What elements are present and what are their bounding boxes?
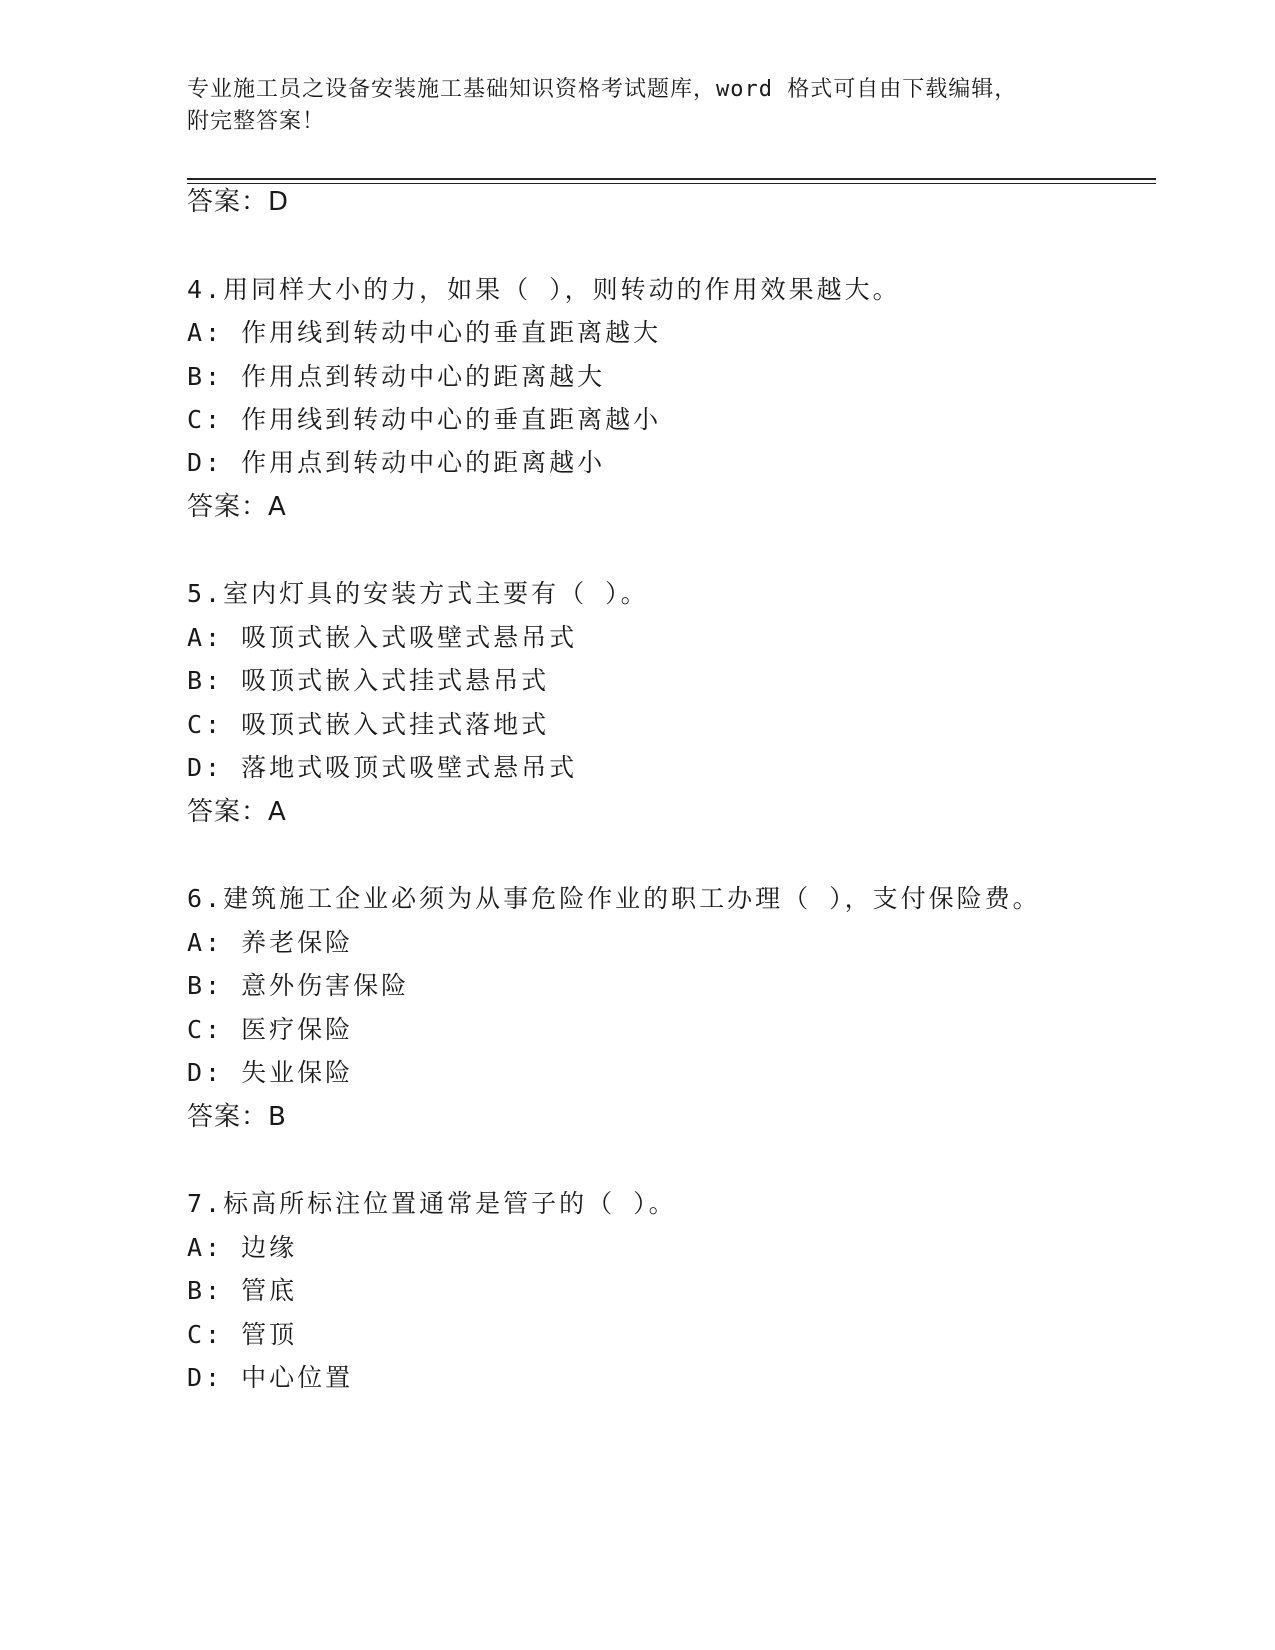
option-c: C: 管顶 [187, 1320, 298, 1349]
header-line-2: 附完整答案！ [187, 109, 326, 134]
option-d: D: 中心位置 [187, 1363, 354, 1392]
document-header [187, 74, 1087, 138]
option-b: B: 作用点到转动中心的距离越大 [187, 362, 606, 391]
answer: 答案：A [187, 492, 287, 522]
option-d: D: 落地式吸顶式吸壁式悬吊式 [187, 753, 578, 782]
question-stem: 7.标高所标注位置通常是管子的（ ）。 [187, 1189, 677, 1218]
option-a: A: 吸顶式嵌入式吸壁式悬吊式 [187, 623, 578, 652]
option-c: C: 作用线到转动中心的垂直距离越小 [187, 405, 662, 434]
header-rule-thin [187, 183, 1156, 184]
option-a: A: 边缘 [187, 1233, 298, 1262]
answer: 答案：A [187, 797, 287, 827]
header-line-1: 专业施工员之设备安装施工基础知识资格考试题库，word 格式可自由下载编辑， [187, 77, 1018, 102]
option-d: D: 作用点到转动中心的距离越小 [187, 448, 606, 477]
question-stem: 4.用同样大小的力，如果（ ），则转动的作用效果越大。 [187, 275, 901, 304]
option-c: C: 吸顶式嵌入式挂式落地式 [187, 710, 550, 739]
option-b: B: 管底 [187, 1276, 298, 1305]
question-stem: 5.室内灯具的安装方式主要有（ ）。 [187, 579, 649, 608]
header-rule-thick [187, 178, 1156, 180]
option-b: B: 意外伤害保险 [187, 971, 410, 1000]
answer: 答案：B [187, 1102, 287, 1132]
previous-answer: 答案：D [187, 187, 290, 217]
option-a: A: 养老保险 [187, 928, 354, 957]
option-c: C: 医疗保险 [187, 1015, 354, 1044]
question-stem: 6.建筑施工企业必须为从事危险作业的职工办理（ ），支付保险费。 [187, 884, 1041, 913]
option-a: A: 作用线到转动中心的垂直距离越大 [187, 318, 662, 347]
option-d: D: 失业保险 [187, 1058, 354, 1087]
option-b: B: 吸顶式嵌入式挂式悬吊式 [187, 666, 550, 695]
